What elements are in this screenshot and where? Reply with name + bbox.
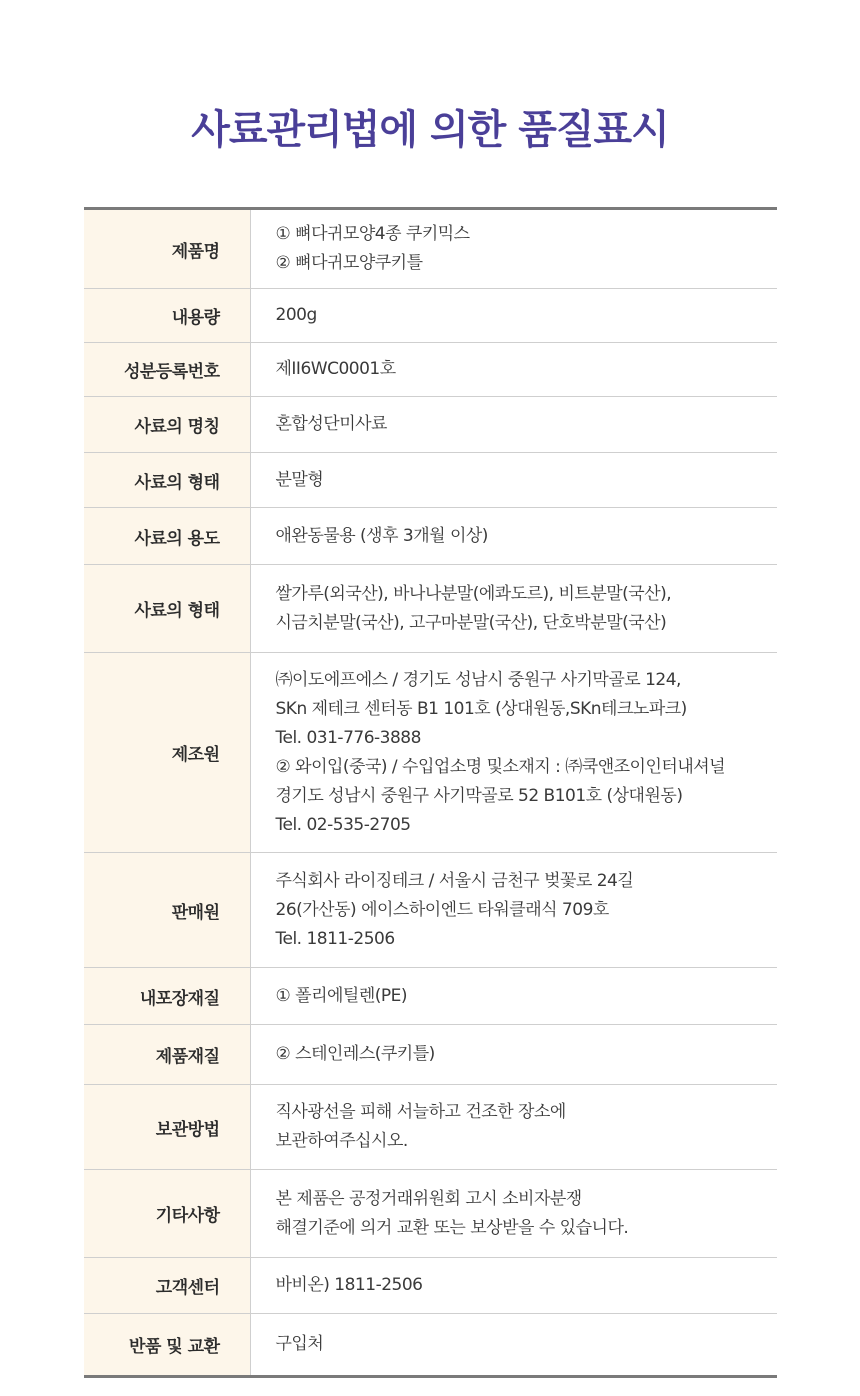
row-value-line: 26(가산동) 에이스하이엔드 타워클래식 709호 xyxy=(275,899,609,920)
row-value-line: 구입처 xyxy=(275,1334,324,1354)
row-value-line: Tel. 1811-2506 xyxy=(275,928,395,949)
row-label: 반품 및 교환 xyxy=(84,1314,250,1377)
table-row xyxy=(84,565,777,653)
row-value-line: Tel. 031-776-3888 xyxy=(275,727,421,748)
table-row xyxy=(84,1258,777,1314)
row-value xyxy=(250,853,777,968)
row-label: 제품명 xyxy=(84,209,250,289)
table-row xyxy=(84,289,777,343)
table-row xyxy=(84,853,777,968)
row-value xyxy=(250,397,777,453)
row-label: 사료의 명칭 xyxy=(84,397,250,453)
row-value xyxy=(250,453,777,508)
row-label: 제조원 xyxy=(84,653,250,853)
row-label: 제품재질 xyxy=(84,1025,250,1085)
row-value-line: 분말형 xyxy=(275,469,324,490)
row-value xyxy=(250,565,777,653)
row-value xyxy=(250,1025,777,1085)
row-value xyxy=(250,1314,777,1377)
table-body xyxy=(84,209,777,1377)
row-value-line: 시금치분말(국산), 고구마분말(국산), 단호박분말(국산) xyxy=(275,612,667,633)
row-value-line: 애완동물용 (생후 3개월 이상) xyxy=(275,525,488,546)
row-value-line: 제II6WC0001호 xyxy=(275,359,396,379)
table-row xyxy=(84,968,777,1025)
row-value xyxy=(250,508,777,565)
row-value xyxy=(250,1170,777,1258)
table-row xyxy=(84,343,777,397)
row-label: 보관방법 xyxy=(84,1085,250,1170)
row-value-line: 주식회사 라이징테크 / 서울시 금천구 벚꽃로 24길 xyxy=(275,870,634,891)
row-value-line: 바비온) 1811-2506 xyxy=(275,1275,423,1295)
quality-label-table xyxy=(84,207,777,1378)
row-value xyxy=(250,289,777,343)
row-label: 판매원 xyxy=(84,853,250,968)
row-label: 사료의 형태 xyxy=(84,565,250,653)
table-row xyxy=(84,1170,777,1258)
row-value-line: ② 와이입(중국) / 수입업소명 및소재지 : ㈜쿡앤조이인터내셔널 xyxy=(275,756,726,777)
row-value xyxy=(250,209,777,289)
row-value xyxy=(250,1085,777,1170)
row-value-line: ② 스테인레스(쿠키틀) xyxy=(275,1044,435,1064)
row-value-line: ② 뼈다귀모양쿠키틀 xyxy=(275,253,423,273)
table-row xyxy=(84,453,777,508)
row-value-line: ① 뼈다귀모양4종 쿠키믹스 xyxy=(275,224,470,244)
row-value-line: 해결기준에 의거 교환 또는 보상받을 수 있습니다. xyxy=(275,1217,629,1238)
table-row xyxy=(84,653,777,853)
row-value-line: 경기도 성남시 중원구 사기막골로 52 B101호 (상대원동) xyxy=(275,785,683,806)
table-row xyxy=(84,508,777,565)
page-title: 사료관리법에 의한 품질표시 xyxy=(191,107,669,153)
row-label: 성분등록번호 xyxy=(84,343,250,397)
row-value xyxy=(250,343,777,397)
row-label: 고객센터 xyxy=(84,1258,250,1314)
row-label: 기타사항 xyxy=(84,1170,250,1258)
row-label: 사료의 용도 xyxy=(84,508,250,565)
row-value-line: 본 제품은 공정거래위원회 고시 소비자분쟁 xyxy=(275,1188,582,1209)
row-value-line: 쌀가루(외국산), 바나나분말(에콰도르), 비트분말(국산), xyxy=(275,583,672,604)
row-label: 사료의 형태 xyxy=(84,453,250,508)
row-value-line: 200g xyxy=(275,305,317,325)
row-value-line: Tel. 02-535-2705 xyxy=(275,814,411,835)
row-value-line: 혼합성단미사료 xyxy=(275,414,387,434)
row-value xyxy=(250,653,777,853)
row-value-line: 보관하여주십시오. xyxy=(275,1131,408,1151)
row-value-line: ㈜이도에프에스 / 경기도 성남시 중원구 사기막골로 124, xyxy=(275,669,681,690)
table-row xyxy=(84,1085,777,1170)
table-row xyxy=(84,397,777,453)
table-row xyxy=(84,1025,777,1085)
row-value-line: ① 폴리에틸렌(PE) xyxy=(275,985,408,1006)
row-label: 내용량 xyxy=(84,289,250,343)
row-label: 내포장재질 xyxy=(84,968,250,1025)
row-value xyxy=(250,968,777,1025)
table-row xyxy=(84,209,777,289)
table-row xyxy=(84,1314,777,1377)
row-value-line: 직사광선을 피해 서늘하고 건조한 장소에 xyxy=(275,1102,566,1122)
row-value-line: SKn 제테크 센터동 B1 101호 (상대원동,SKn테크노파크) xyxy=(275,698,687,719)
row-value xyxy=(250,1258,777,1314)
